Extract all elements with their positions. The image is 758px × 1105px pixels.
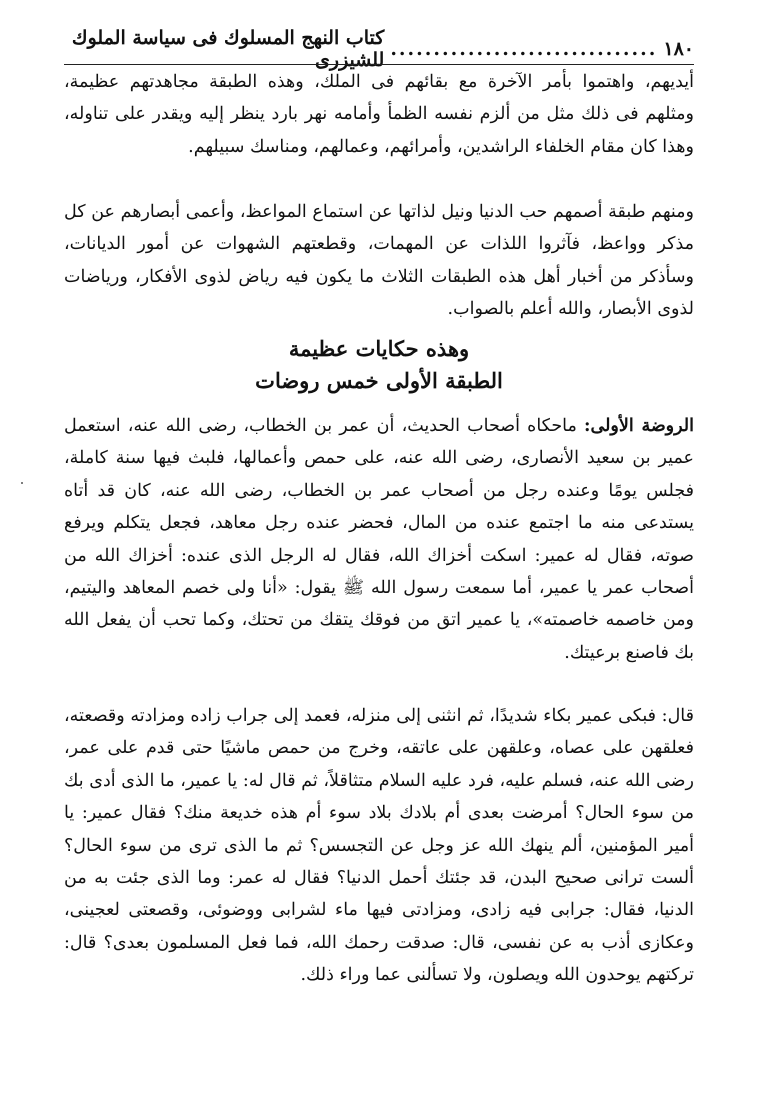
running-header — [64, 27, 694, 71]
paragraph-classes: ومنهم طبقة أصمهم حب الدنيا ونيل لذاتها عن استماع المواعظ، وأعمى أبصارهم عن كل مذكر وواعظ، فآثروا اللذات عن المهمات، وقطعتهم الشهوات عن أمور الديانات، وسأذكر من أخبار أهل هذه الطبقات الثلاث ما يكون فيه رياض لذوى الأفكار، ورياضات لذوى الأبصار، والله أعلم بالصواب. — [64, 202, 694, 320]
paragraph-final: قال: فبكى عمير بكاء شديدًا، ثم انثنى إلى منزله، فعمد إلى جراب زاده ومزادته وقصعته، فعلقهن على عصاه، وعلقهن على عاتقه، وخرج من حمص ماشيًا حتى قدم على عمر، رضى الله عنه، فسلم عليه، فرد عليه السلام متثاقلاً، ثم قال له: يا عمير، ما الذى أدى بك من سوء الحال؟ أمرضت بعدى أم بلادك بلاد سوء أم هذه خديعة منك؟ فقال عمير: يا أمير المؤمنين، ألم ينهك الله عز وجل عن التجسس؟ ثم ما الذى ترى من سوء الحال؟ ألست ترانى صحيح البدن، قد جئتك أحمل الدنيا؟ فقال له عمر: وما الذى جئت به من الدنيا، فقال: جرابى فيه زادى، ومزادتى فيها ماء لشرابى ووضوئى، وقصعتى لعجينى، وعكازى أذب به عن نفسى، قال: صدقت رحمك الله، فما فعل المسلمون بعدى؟ قال: تركتهم يوحدون الله ويصلون، ولا تسألنى عما وراء ذلك. — [64, 706, 694, 986]
story-paragraph — [64, 410, 694, 669]
scan-speck — [21, 482, 23, 484]
paragraph-continuation: أيديهم، واهتموا بأمر الآخرة مع بقائهم فى الملك، وهذه الطبقة مجاهدتهم عظيمة، ومثلهم فى ذلك مثل من ألزم نفسه الظمأ وأمامه نهر بارد ينظر إليه ويقدر على تناوله، وهذا كان مقام الخلفاء الراشدين، وأمرائهم، وعمالهم، ومناسك سبيلهم. — [64, 72, 694, 157]
story-text: ماحكاه أصحاب الحديث، أن عمر بن الخطاب، رضى الله عنه، استعمل عمير بن سعيد الأنصارى، رضى الله عنه، على حمص وأعمالها، فلبث فيها سنة كاملة، فجلس يومًا وعنده رجل من أصحاب عمر بن الخطاب، رضى الله عنه، كان قد أتاه يستدعى منه ما اجتمع عنده من المال، فحضر عنده رجل معاهد، فجعل يتكلم ويرفع صوته، فقال له عمير: اسكت أخزاك الله، فقال له الرجل الذى عنده: أخزاك الله من أصحاب عمر يا عمير، أما سمعت رسول الله ﷺ يقول: «أنا ولى خصم المعاهد واليتيم، ومن خاصمه خاصمته»، يا عمير اتق من فوقك يتقك من تحتك، وكما تحب أن يفعل الله بك فاصنع برعيتك. — [64, 416, 694, 663]
story-lead: الروضة الأولى: — [584, 416, 694, 436]
page-number: ١٨٠ — [663, 38, 694, 60]
section-subheading: الطبقة الأولى خمس روضات — [255, 368, 503, 393]
section-heading: وهذه حكايات عظيمة — [288, 336, 470, 361]
header-rule — [64, 64, 694, 65]
header-leader-dots: ............................... — [390, 38, 658, 60]
book-title: كتاب النهج المسلوك فى سياسة الملوك للشيزرى — [71, 27, 385, 71]
